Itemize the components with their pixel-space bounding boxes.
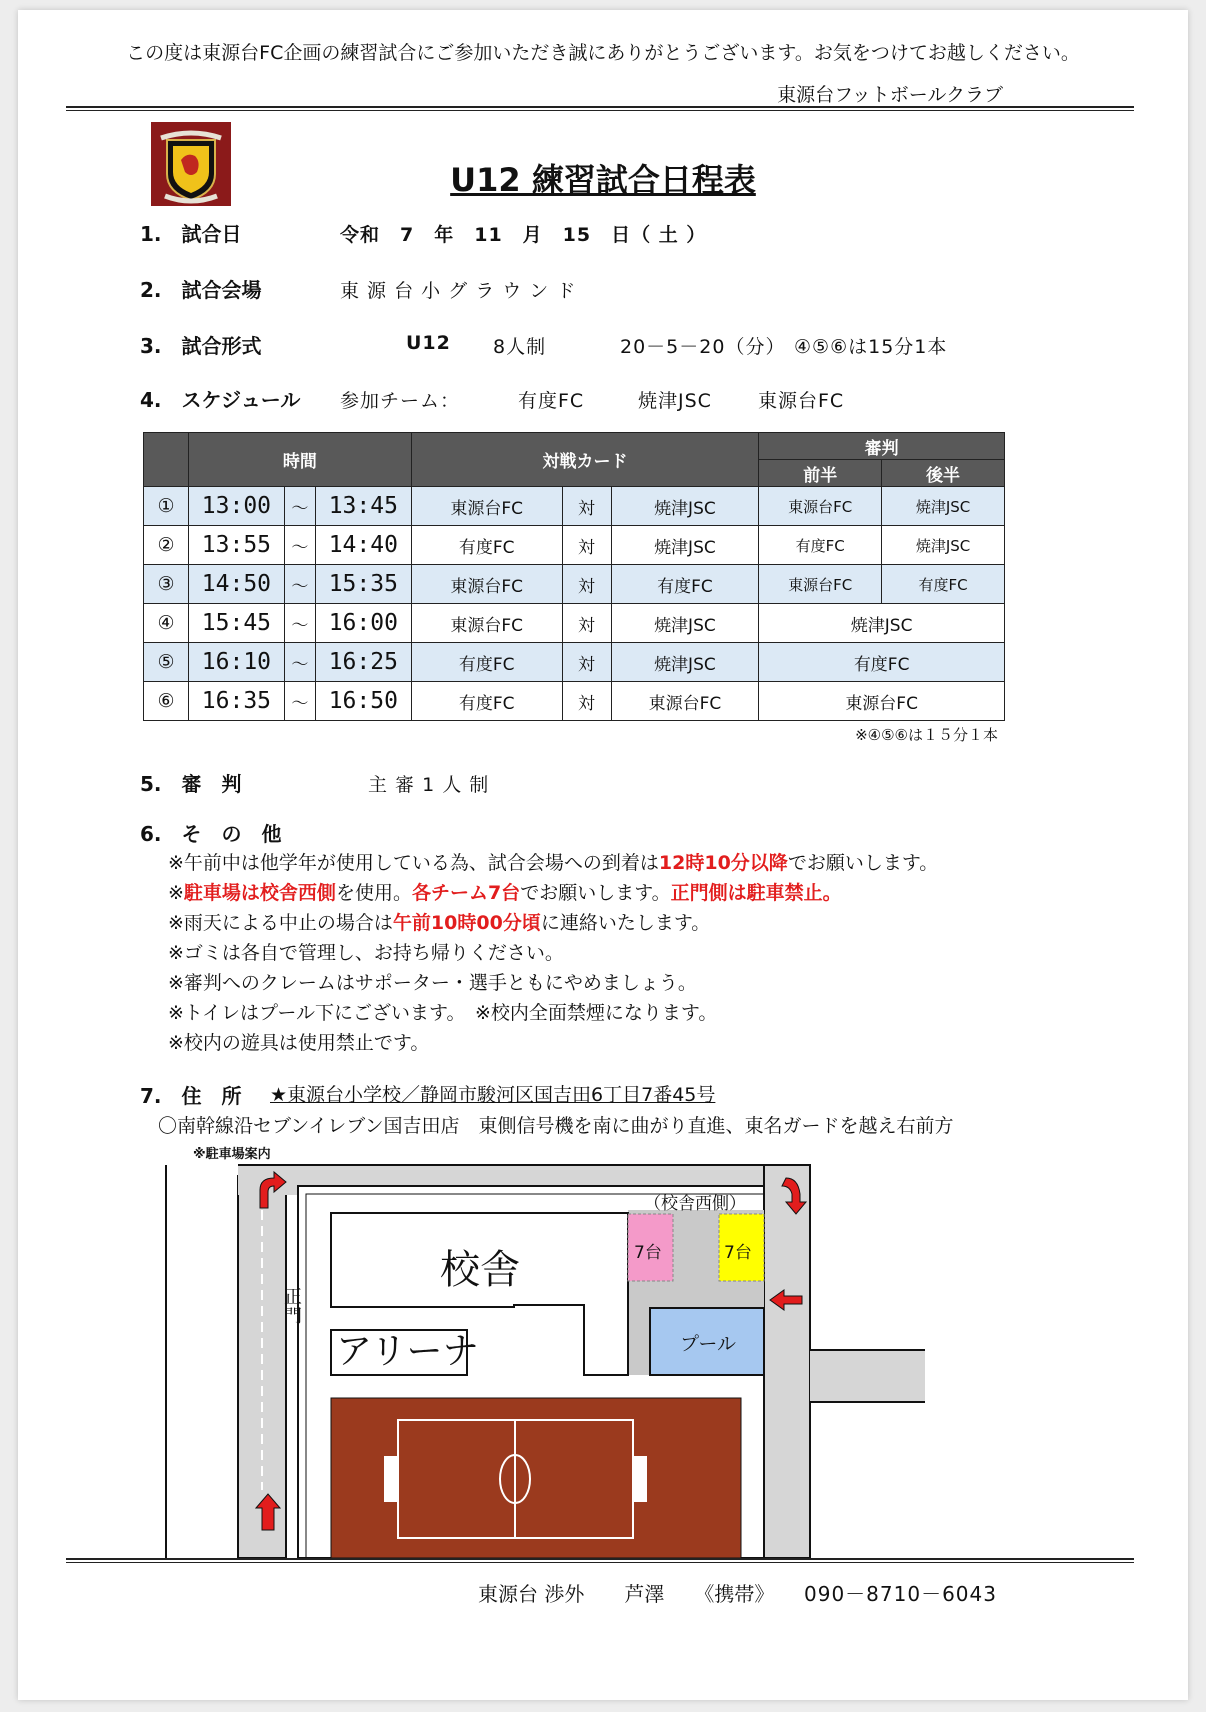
note-trash: ※ゴミは各自で管理し、お持ち帰りください。 [168,942,564,964]
address: ★東源台小学校／静岡市駿河区国吉田6丁目7番45号 [270,1084,716,1106]
team-1: 有度FC [518,390,585,412]
west-side-label: （校舎西側） [644,1194,746,1214]
table-row: ④ 15:45 ～ 16:00 東源台FC 対 焼津JSC 焼津JSC [144,604,1005,643]
document-page [18,10,1188,1700]
teams-label: 参加チーム： [340,390,461,412]
note-rain: ※雨天による中止の場合は午前10時00分頃に連絡いたします。 [168,912,711,934]
directions: 〇南幹線沿セブンイレブン国吉田店 東側信号機を南に曲がり直進、東名ガードを越え右前方 [158,1115,954,1137]
note-claims: ※審判へのクレームはサポーター・選手ともにやめましょう。 [168,972,697,994]
greeting-text: この度は東源台FC企画の練習試合にご参加いただき誠にありがとうございます。お気をつけてお越しください。 [126,42,1080,64]
player-count: 8人制 [493,336,547,358]
table-row: ① 13:00 ～ 13:45 東源台FC 対 焼津JSC 東源台FC 焼津JSC [144,487,1005,526]
section-5-label: 5. 審 判 [140,772,242,796]
team-3: 東源台FC [758,390,845,412]
category: U12 [406,332,451,354]
section-4-label: 4. スケジュール [140,388,301,412]
main-gate-label: 正門 [284,1287,302,1327]
footer-divider [66,1558,1134,1563]
section-6-label: 6. そ の 他 [140,822,282,846]
match-duration: 20－5－20（分） [620,336,786,358]
note-parking: ※駐車場は校舎西側を使用。各チーム7台でお願いします。正門側は駐車禁止。 [168,882,842,904]
section-1-label: 1. 試合日 [140,222,242,246]
table-row: ③ 14:50 ～ 15:35 東源台FC 対 有度FC 東源台FC 有度FC [144,565,1005,604]
match-date: 令和 7 年 11 月 15 日（ 土 ） [340,224,707,246]
note-arrival: ※午前中は他学年が使用している為、試合会場への到着は12時10分以降でお願いします。 [168,852,939,874]
document-title: U12 練習試合日程表 [450,161,756,199]
section-7-label: 7. 住 所 [140,1084,242,1108]
table-header-referee: 審判 [759,433,1005,460]
table-row: ② 13:55 ～ 14:40 有度FC 対 焼津JSC 有度FC 焼津JSC [144,526,1005,565]
venue: 東 源 台 小 グ ラ ウ ン ド [340,280,577,302]
section-3-label: 3. 試合形式 [140,334,262,358]
table-row: ⑤ 16:10 ～ 16:25 有度FC 対 焼津JSC 有度FC [144,643,1005,682]
contact-phone: 090－8710－6043 [804,1582,997,1606]
duration-note: ④⑤⑥は15分1本 [794,336,948,358]
table-header-second-half: 後半 [882,460,1005,487]
parking-b-label: 7台 [724,1243,752,1263]
pool-label: プール [680,1333,737,1355]
table-header-first-half: 前半 [759,460,882,487]
referee-system: 主 審 1 人 制 [368,774,490,796]
club-name: 東源台フットボールクラブ [777,84,1003,106]
table-header-match: 対戦カード [411,433,758,487]
table-note: ※④⑤⑥は１５分１本 [855,726,998,744]
team-2: 焼津JSC [638,390,712,412]
parking-a-label: 7台 [634,1243,662,1263]
note-toilet: ※トイレはプール下にございます。 ※校内全面禁煙になります。 [168,1002,718,1024]
contact-name: 東源台 渉外 芦澤 《携帯》 [478,1582,775,1606]
section-2-label: 2. 試合会場 [140,278,262,302]
parking-map [18,10,1188,1700]
note-playground: ※校内の遊具は使用禁止です。 [168,1032,430,1054]
table-header-time: 時間 [188,433,411,487]
arena-label: アリーナ [336,1331,479,1372]
school-building-label: 校舎 [440,1247,520,1293]
map-caption: ※駐車場案内 [193,1147,271,1162]
table-row: ⑥ 16:35 ～ 16:50 有度FC 対 東源台FC 東源台FC [144,682,1005,721]
